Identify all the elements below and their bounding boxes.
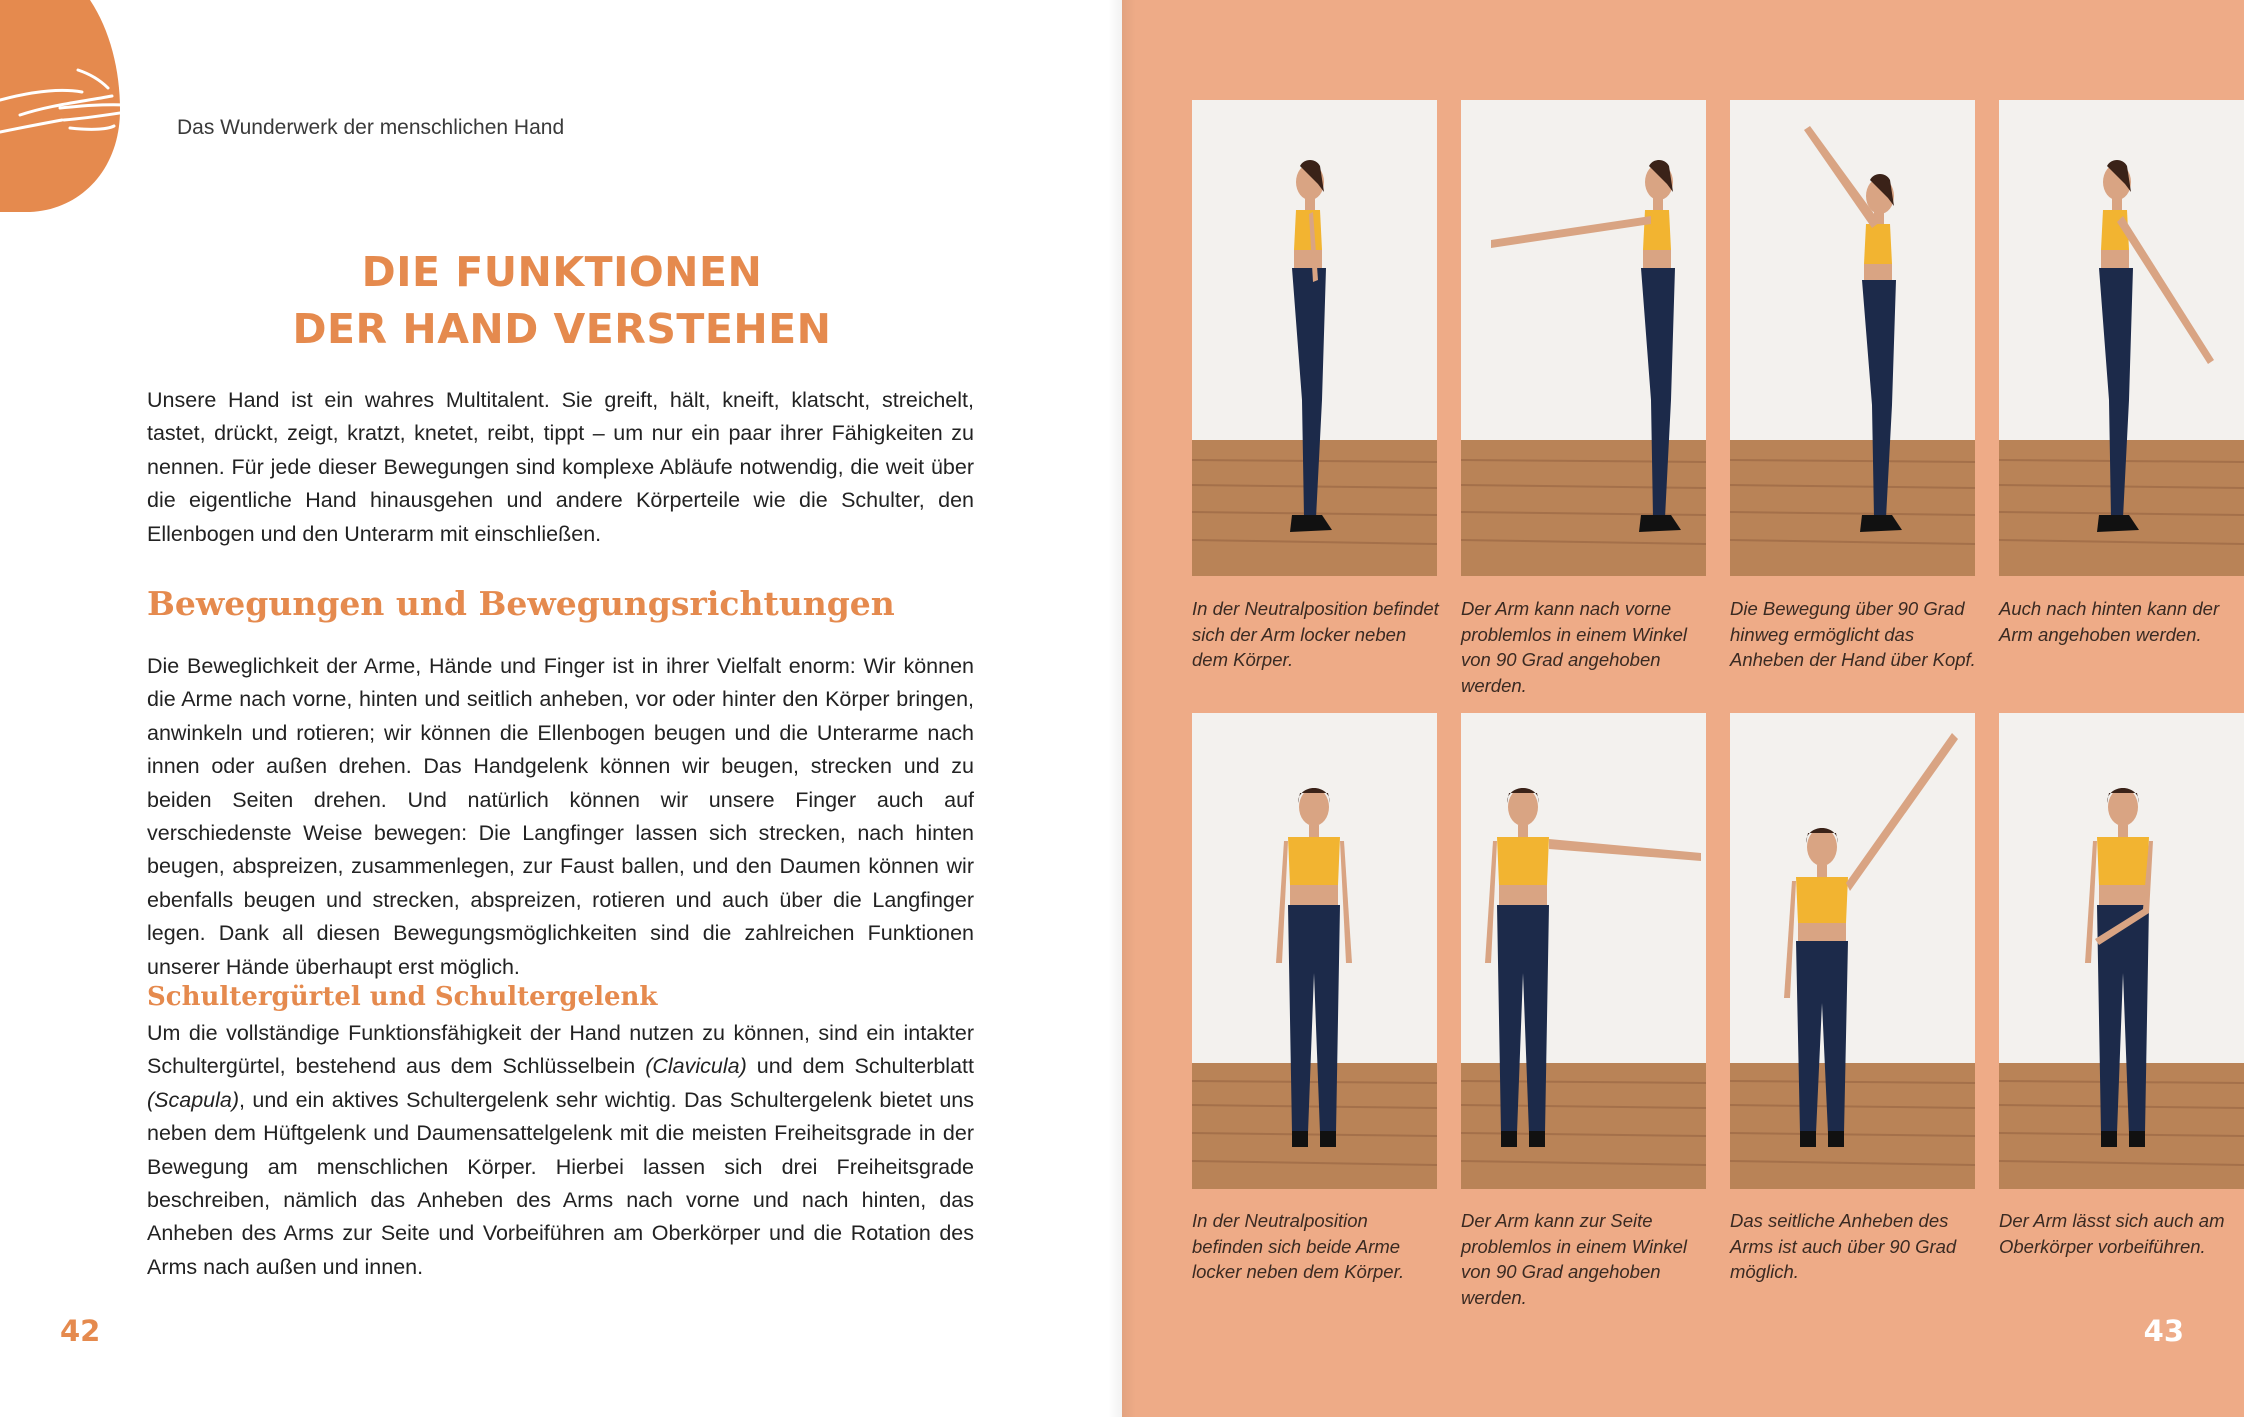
photo-backward-raise [1999, 100, 2244, 576]
caption-5: In der Neutralposition befinden sich beide Arme locker neben dem Körper. [1192, 1210, 1405, 1282]
caption-7: Das seitliche Anheben des Arms ist auch über 90 Grad möglich. [1730, 1210, 1957, 1282]
subsection-heading: Schultergürtel und Schultergelenk [147, 982, 658, 1012]
shoulder-text-b: und dem Schulterblatt [746, 1054, 974, 1079]
page-title [147, 244, 977, 358]
page-number-right: 43 [2143, 1314, 2184, 1348]
photo-overhead-raise [1730, 100, 1975, 576]
term-clavicula: (Clavicula) [645, 1054, 747, 1079]
caption-2: Der Arm kann nach vorne problemlos in einem Winkel von 90 Grad angehoben werden. [1461, 598, 1688, 696]
photo-forward-raise [1461, 100, 1706, 576]
running-header: Das Wunderwerk der menschlichen Hand [177, 116, 565, 139]
section-heading: Bewegungen und Bewegungsrichtungen [147, 584, 895, 623]
photo-side-raise-above [1730, 713, 1975, 1189]
title-line-2: DER HAND VERSTEHEN [292, 305, 832, 353]
caption-8: Der Arm lässt sich auch am Oberkörper vorbeiführen. [1999, 1210, 2225, 1257]
caption-3: Die Bewegung über 90 Grad hinweg ermöglicht das Anheben der Hand über Kopf. [1730, 598, 1976, 670]
caption-4: Auch nach hinten kann der Arm angehoben werden. [1999, 598, 2220, 645]
caption-1: In der Neutralposition befindet sich der Arm locker neben dem Körper. [1192, 598, 1439, 670]
shoulder-text-c: , und ein aktives Schultergelenk sehr wichtig. Das Schultergelenk bietet uns neben dem Hüftgelenk und Daumensattelgelenk mit die meisten Freiheitsgrade in der Bewegung am menschlichen Körper. Hierbei lassen sich drei Freiheitsgrade beschreiben, nämlich das Anheben des Arms nach vorne und nach hinten, das Anheben des Arms zur Seite und Vorbeiführen am Oberkörper und die Rotation des Arms nach außen und innen. [147, 1087, 974, 1279]
photo-side-raise [1461, 713, 1706, 1189]
title-line-1: DIE FUNKTIONEN [361, 248, 763, 296]
movements-paragraph: Die Beweglichkeit der Arme, Hände und Finger ist in ihrer Vielfalt enorm: Wir können die Arme nach vorne, hinten und seitlich anheben, vor oder hinter den Körper bringen, anwinkeln und rotieren; wir können die Ellenbogen beugen und die Unterarme nach innen oder außen drehen. Das Handgelenk können wir beugen, strecken und zu beiden Seiten drehen. Und natürlich können wir unsere Finger auch auf verschiedenste Weise bewegen: Die Langfinger lassen sich strecken, nach hinten beugen, abspreizen, zusammenlegen, zur Faust ballen, und den Daumen können wir ebenfalls beugen und strecken, abspreizen, rotieren und auch über die Langfinger legen. Dank all diesen Bewegungsmöglichkeiten sind die zahlreichen Funktionen unserer Hände überhaupt erst möglich. [147, 654, 974, 979]
term-scapula: (Scapula) [147, 1087, 240, 1112]
right-page [1122, 0, 2244, 1417]
hand-logo-icon [0, 0, 180, 220]
shoulder-paragraph [147, 1017, 974, 1284]
intro-paragraph: Unsere Hand ist ein wahres Multitalent. Sie greift, hält, kneift, klatscht, streichelt, tastet, drückt, zeigt, kratzt, knetet, reibt, tippt – um nur ein paar ihrer Fähigkeiten zu nennen. Für jede dieser Bewegungen sind komplexe Abläufe notwendig, die weit über die eigentliche Hand hinausgehen und andere Körperteile wie die Schulter, den Ellenbogen und den Unterarm mit einschließen. [147, 388, 974, 546]
shoulder-text-a: Um die vollständige Funktionsfähigkeit der Hand nutzen zu können, sind ein intakter Schultergürtel, bestehend aus dem Schlüsselbein [147, 1021, 974, 1079]
photo-neutral-front [1192, 713, 1437, 1189]
photo-across-body [1999, 713, 2244, 1189]
photo-neutral-side [1192, 100, 1437, 576]
caption-6: Der Arm kann zur Seite problemlos in einem Winkel von 90 Grad angehoben werden. [1461, 1210, 1688, 1308]
page-number-left: 42 [60, 1314, 101, 1348]
